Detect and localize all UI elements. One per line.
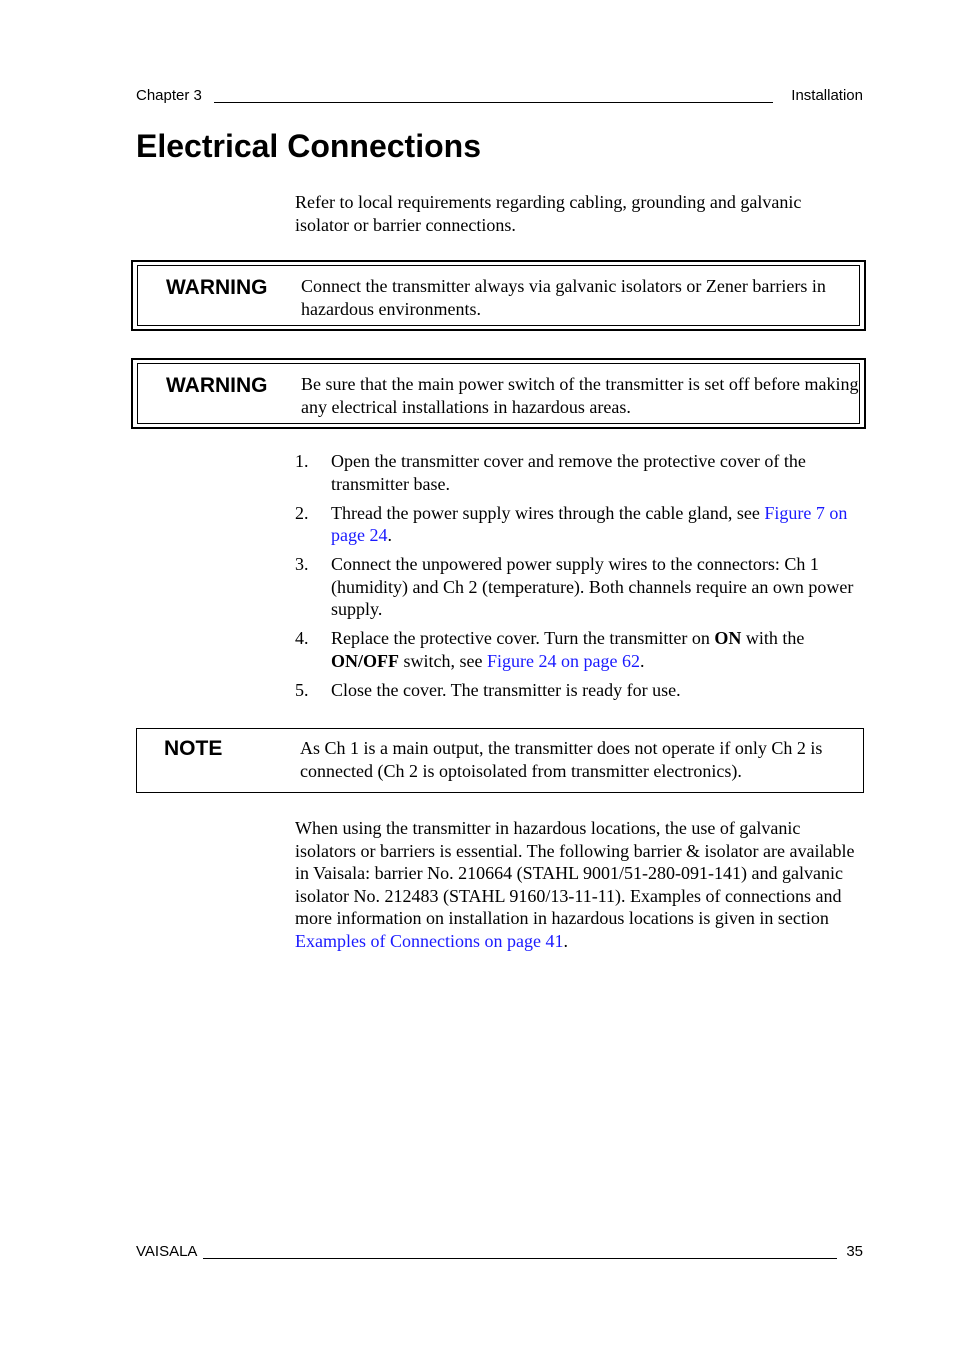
step-item: [295, 502, 865, 547]
warning-label: WARNING: [166, 276, 268, 299]
page-number: 35: [846, 1243, 863, 1260]
intro-paragraph: Refer to local requirements regarding cabling, grounding and galvanic isolator or barrier connections.: [295, 192, 802, 235]
footer-brand: VAISALA: [136, 1243, 198, 1260]
installation-steps: [295, 450, 865, 708]
step-number: 3.: [295, 554, 309, 574]
figure-7-link[interactable]: Figure 7 on page 24: [331, 502, 848, 545]
step-text: Replace the protective cover. Turn the transmitter on: [331, 628, 715, 648]
warning-box-1: [131, 260, 866, 331]
examples-of-connections-link[interactable]: Examples of Connections on page 41: [295, 930, 564, 951]
step-text: Thread the power supply wires through the cable gland, see: [331, 502, 765, 523]
note-text: As Ch 1 is a main output, the transmitter does not operate if only Ch 2 is connected (Ch 2 is optoisolated from transmitter electronics).: [300, 738, 823, 781]
page-title: Electrical Connections: [136, 128, 481, 164]
step-item: [295, 679, 865, 702]
warning-box-inner-border: [137, 265, 860, 326]
step-text: Close the cover. The transmitter is ready for use.: [331, 679, 681, 700]
note-box: [136, 728, 864, 793]
paragraph-end: .: [563, 930, 568, 951]
on-off-label: ON/OFF: [331, 650, 399, 671]
step-item: [295, 627, 865, 672]
warning-box-inner-border: [137, 363, 860, 424]
on-label: ON: [714, 628, 742, 648]
section-label: Installation: [791, 87, 863, 104]
note-label: NOTE: [164, 737, 223, 760]
warning-text: Connect the transmitter always via galvanic isolators or Zener barriers in hazardous environments.: [301, 276, 826, 319]
page-footer: [136, 1243, 863, 1263]
warning-box-2: [131, 358, 866, 429]
step-number: 5.: [295, 679, 309, 700]
step-text: switch, see: [399, 650, 487, 671]
warning-text: Be sure that the main power switch of the transmitter is set off before making any electrical installations in hazardous areas.: [301, 374, 859, 417]
warning-label: WARNING: [166, 374, 268, 397]
footer-rule: [203, 1258, 837, 1259]
hazardous-locations-paragraph: [295, 817, 865, 952]
step-text: Open the transmitter cover and remove the protective cover of the transmitter base.: [331, 451, 806, 494]
chapter-label: Chapter 3: [136, 87, 202, 104]
step-text-end: .: [387, 525, 392, 545]
step-text-end: .: [639, 650, 645, 671]
page-header: [136, 87, 863, 107]
step-number: 2.: [295, 502, 309, 523]
step-number: 1.: [295, 451, 309, 471]
step-text: Connect the unpowered power supply wires to the connectors: Ch 1 (humidity) and Ch 2 (temperature). Both channels require an own power supply.: [331, 554, 854, 619]
step-item: [295, 450, 865, 495]
step-text: with the: [741, 628, 805, 648]
step-number: 4.: [295, 628, 309, 648]
header-rule: [214, 102, 773, 103]
figure-24-link[interactable]: Figure 24 on page 62: [486, 650, 640, 671]
paragraph-text: When using the transmitter in hazardous locations, the use of galvanic isolators or barriers is essential. The following barrier & isolator are available in Vaisala: barrier No. 210664 (STAHL 9001/51-280-091-141) and galvanic isolator No. 212483 (STAHL 9160/13-11-11). Examples of connections and more information on installation in hazardous locations is given in section: [295, 818, 855, 928]
step-item: [295, 553, 865, 621]
